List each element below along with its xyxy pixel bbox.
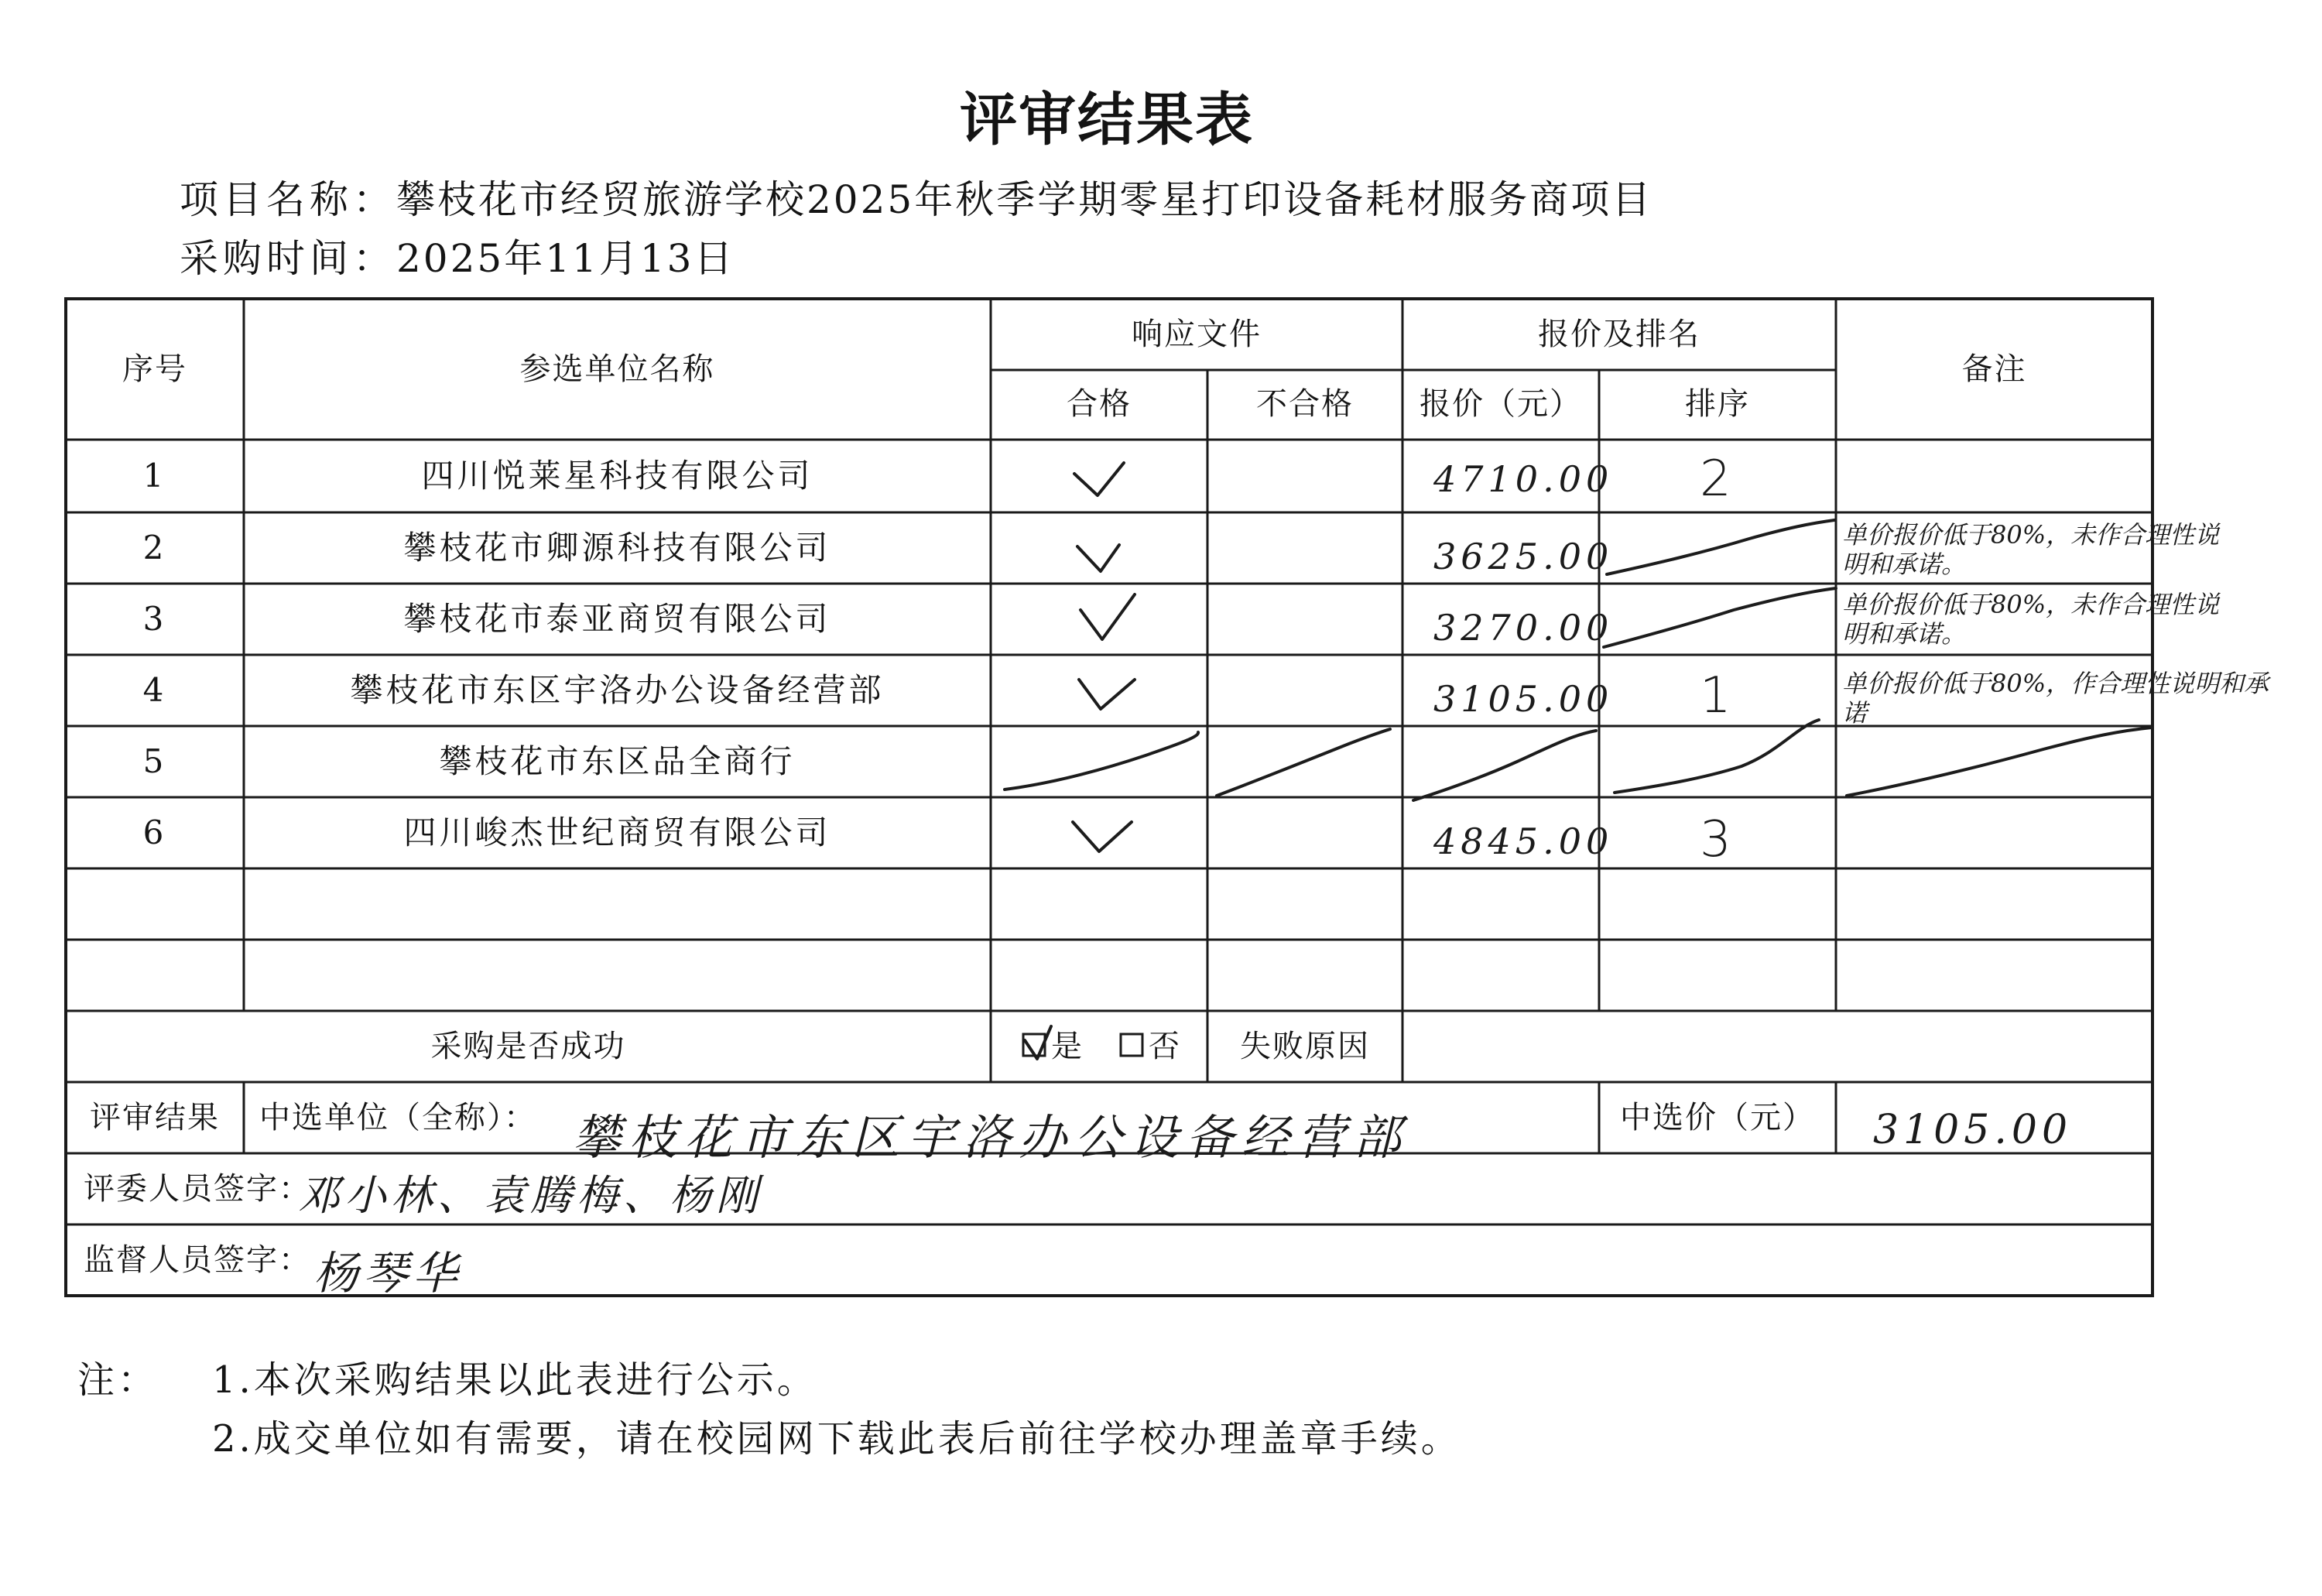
row-5-unqualified-strike bbox=[1217, 729, 1390, 796]
row-3-rank-strike bbox=[1604, 588, 1836, 647]
row-2-rank-strike bbox=[1607, 520, 1834, 574]
row-5-quote-strike bbox=[1413, 731, 1596, 800]
row-5-rank-strike bbox=[1615, 720, 1819, 793]
project-label: 项目名称： bbox=[180, 177, 396, 222]
row-6-name: 四川峻杰世纪商贸有限公司 bbox=[403, 813, 831, 851]
header-qualified: 合格 bbox=[1067, 386, 1132, 422]
row-3-quote: 3270.00 bbox=[1433, 607, 1614, 649]
success-yes-checkbox-icon bbox=[1022, 1033, 1048, 1059]
page-title: 评审结果表 bbox=[960, 87, 1254, 153]
success-yes-label: 是 bbox=[1051, 1029, 1084, 1064]
row-2-no: 2 bbox=[142, 529, 167, 567]
header-response-docs: 响应文件 bbox=[1132, 317, 1262, 352]
row-1-check-icon bbox=[1074, 463, 1124, 495]
project-name: 攀枝花市经贸旅游学校2025年秋季学期零星打印设备耗材服务商项目 bbox=[396, 177, 1653, 222]
header-no: 序号 bbox=[122, 351, 187, 387]
row-3-no: 3 bbox=[142, 600, 167, 638]
winner-price-label: 中选价（元） bbox=[1620, 1100, 1815, 1135]
winner-name: 攀枝花市东区宇洛办公设备经营部 bbox=[573, 1109, 1409, 1166]
success-no-label: 否 bbox=[1149, 1029, 1181, 1064]
row-1-name: 四川悦莱星科技有限公司 bbox=[421, 457, 813, 495]
reviewers-signatures: 邓小林、袁腾梅、杨刚 bbox=[298, 1171, 762, 1220]
row-5-remark-strike bbox=[1847, 728, 2152, 796]
row-5-no: 5 bbox=[142, 742, 167, 780]
header-unit-name: 参选单位名称 bbox=[519, 351, 715, 387]
header-quote: 报价（元） bbox=[1420, 386, 1582, 422]
row-3-remark: 单价报价低于80%，未作合理性说明和承诺。 bbox=[1842, 590, 2220, 649]
note-item-2: 2.成交单位如有需要，请在校园网下载此表后前往学校办理盖章手续。 bbox=[212, 1417, 1461, 1461]
failure-reason-label: 失败原因 bbox=[1240, 1029, 1370, 1064]
row-1-quote: 4710.00 bbox=[1433, 458, 1614, 500]
header-unqualified: 不合格 bbox=[1256, 386, 1354, 422]
success-no-checkbox-icon bbox=[1119, 1033, 1146, 1059]
row-1-no: 1 bbox=[142, 457, 167, 495]
row-4-remark: 单价报价低于80%，作合理性说明和承诺 bbox=[1842, 669, 2269, 728]
row-4-no: 4 bbox=[142, 671, 167, 709]
row-6-quote: 4845.00 bbox=[1433, 820, 1614, 862]
row-3-check-icon bbox=[1081, 594, 1135, 639]
row-4-check-icon bbox=[1079, 680, 1135, 709]
row-4-name: 攀枝花市东区宇洛办公设备经营部 bbox=[350, 671, 885, 709]
success-label: 采购是否成功 bbox=[430, 1029, 626, 1064]
row-5-qualified-strike bbox=[1005, 732, 1198, 789]
row-6-check-icon bbox=[1073, 822, 1132, 851]
row-6-rank: 3 bbox=[1700, 811, 1736, 868]
winner-price: 3105.00 bbox=[1873, 1107, 2073, 1153]
header-rank: 排序 bbox=[1685, 386, 1750, 422]
notes-prefix: 注： bbox=[77, 1358, 159, 1402]
supervisor-signature: 杨琴华 bbox=[313, 1247, 463, 1300]
winner-label: 中选单位（全称）： bbox=[259, 1100, 536, 1135]
note-item-1: 1.本次采购结果以此表进行公示。 bbox=[212, 1358, 817, 1402]
row-5-name: 攀枝花市东区品全商行 bbox=[439, 742, 796, 780]
row-3-name: 攀枝花市泰亚商贸有限公司 bbox=[403, 600, 831, 638]
row-4-quote: 3105.00 bbox=[1433, 678, 1614, 720]
row-4-rank: 1 bbox=[1700, 667, 1736, 724]
supervisor-label: 监督人员签字： bbox=[84, 1242, 311, 1278]
row-2-name: 攀枝花市卿源科技有限公司 bbox=[403, 529, 831, 567]
row-2-check-icon bbox=[1077, 545, 1119, 571]
header-remarks: 备注 bbox=[1961, 351, 2027, 387]
row-1-rank: 2 bbox=[1700, 450, 1736, 508]
row-2-quote: 3625.00 bbox=[1433, 536, 1614, 577]
reviewers-label: 评委人员签字： bbox=[84, 1171, 311, 1207]
row-2-remark: 单价报价低于80%，未作合理性说明和承诺。 bbox=[1842, 520, 2220, 579]
result-label: 评审结果 bbox=[90, 1100, 220, 1135]
row-6-no: 6 bbox=[142, 813, 167, 851]
date-label: 采购时间： bbox=[180, 236, 396, 281]
procurement-date: 2025年11月13日 bbox=[396, 236, 735, 281]
header-quote-rank: 报价及排名 bbox=[1538, 317, 1700, 352]
